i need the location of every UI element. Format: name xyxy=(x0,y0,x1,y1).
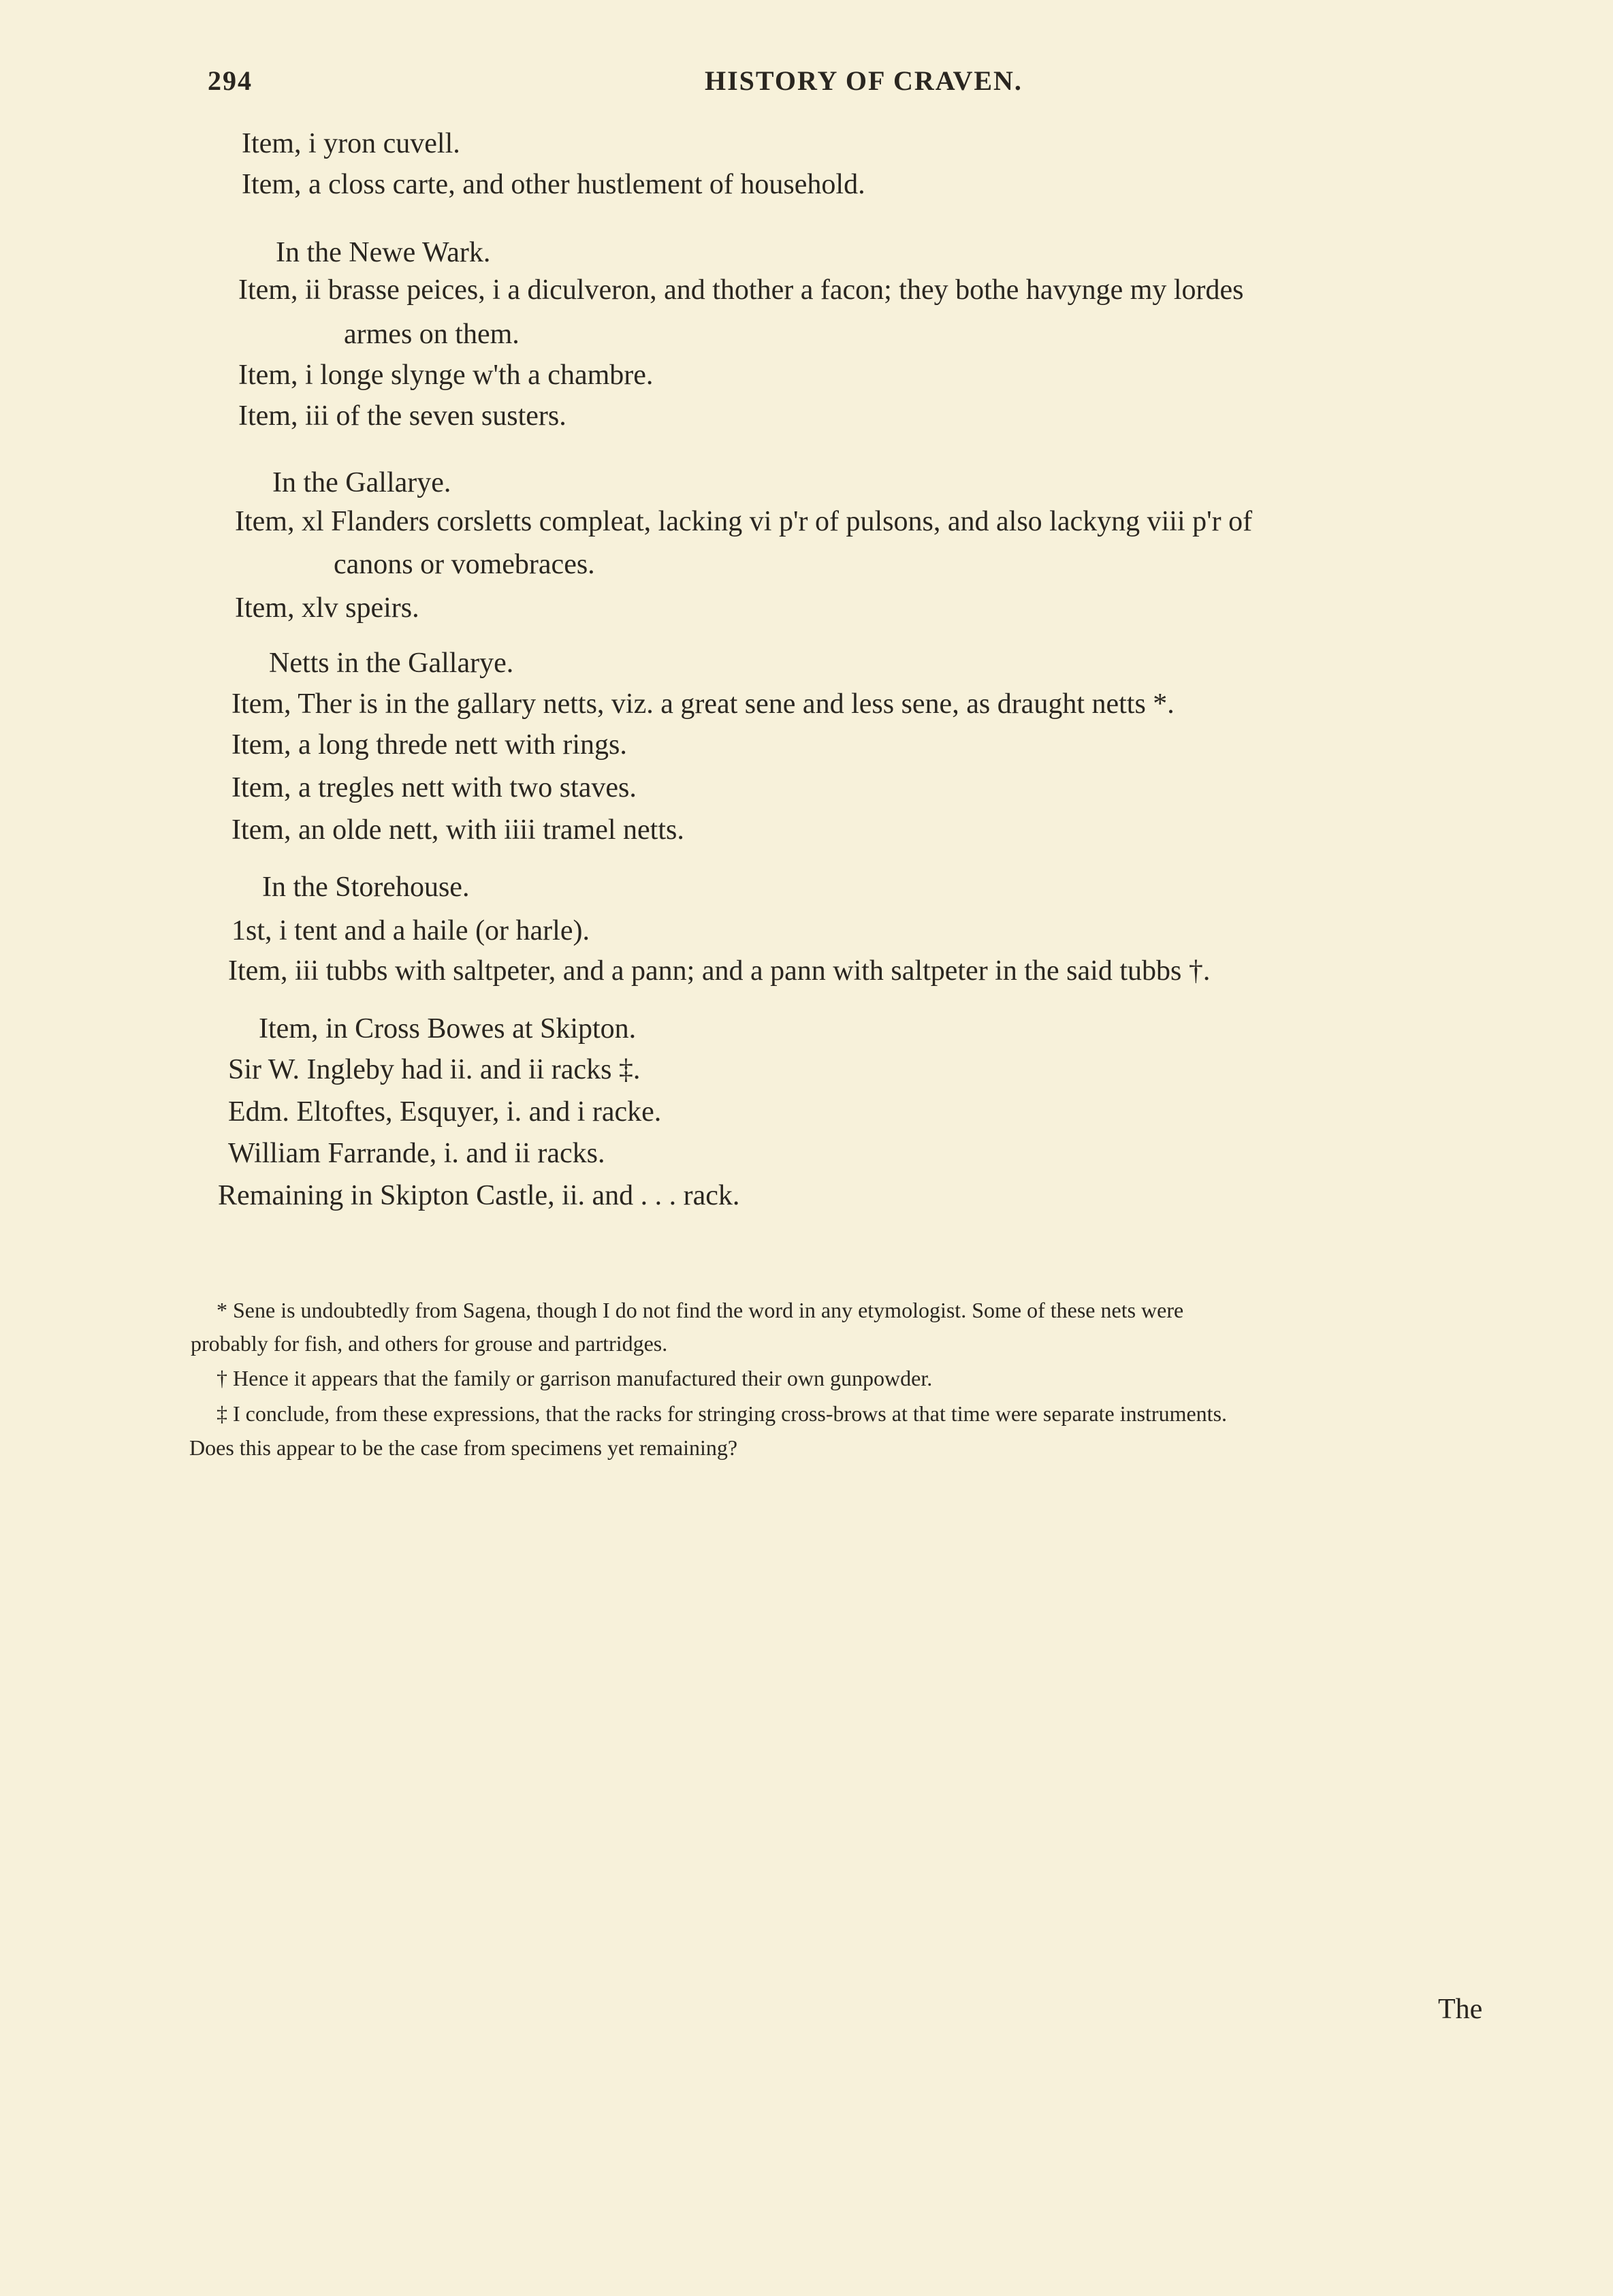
footnote-line: * Sene is undoubtedly from Sagena, though I do not find the word in any etymologist. Some of these nets were xyxy=(217,1298,1184,1322)
inventory-line: Item, iii of the seven susters. xyxy=(238,400,566,432)
inventory-line: Item, xl Flanders corsletts compleat, lacking vi p'r of pulsons, and also lackyng viii p'r of xyxy=(235,506,1253,537)
inventory-line: 1st, i tent and a haile (or harle). xyxy=(231,915,590,946)
inventory-line: Item, a tregles nett with two staves. xyxy=(231,772,637,803)
inventory-line: Item, Ther is in the gallary netts, viz. a great sene and less sene, as draught netts *. xyxy=(231,688,1175,720)
inventory-line: Remaining in Skipton Castle, ii. and . . . rack. xyxy=(218,1180,740,1211)
inventory-line-continued: canons or vomebraces. xyxy=(334,549,595,580)
inventory-line: Item, i yron cuvell. xyxy=(242,128,460,159)
section-heading: In the Newe Wark. xyxy=(276,237,491,268)
inventory-line: Sir W. Ingleby had ii. and ii racks ‡. xyxy=(228,1054,641,1085)
inventory-line: Item, a long threde nett with rings. xyxy=(231,729,627,761)
running-head: HISTORY OF CRAVEN. xyxy=(705,65,1023,96)
inventory-line: Item, i longe slynge w'th a chambre. xyxy=(238,360,654,391)
section-heading: In the Gallarye. xyxy=(272,467,451,498)
inventory-line: William Farrande, i. and ii racks. xyxy=(228,1138,605,1169)
section-heading: Netts in the Gallarye. xyxy=(269,648,514,679)
inventory-line: Item, a closs carte, and other hustlement of household. xyxy=(242,169,865,200)
inventory-line: Edm. Eltoftes, Esquyer, i. and i racke. xyxy=(228,1096,662,1128)
footnote-line: probably for fish, and others for grouse and partridges. xyxy=(191,1331,668,1356)
section-heading: Item, in Cross Bowes at Skipton. xyxy=(259,1013,637,1045)
catchword: The xyxy=(1438,1994,1483,2025)
footnote-line: Does this appear to be the case from specimens yet remaining? xyxy=(189,1435,738,1460)
inventory-line-continued: armes on them. xyxy=(344,319,520,350)
inventory-line: Item, ii brasse peices, i a diculveron, and thother a facon; they bothe havynge my lordes xyxy=(238,274,1244,306)
page-number: 294 xyxy=(208,65,253,96)
inventory-line: Item, iii tubbs with saltpeter, and a pann; and a pann with saltpeter in the said tubbs †. xyxy=(228,955,1211,987)
inventory-line: Item, xlv speirs. xyxy=(235,592,419,624)
footnote-line: ‡ I conclude, from these expressions, that the racks for stringing cross-brows at that time were separate instruments. xyxy=(217,1401,1228,1426)
footnote-line: † Hence it appears that the family or garrison manufactured their own gunpowder. xyxy=(217,1366,933,1390)
inventory-line: Item, an olde nett, with iiii tramel netts. xyxy=(231,814,684,846)
section-heading: In the Storehouse. xyxy=(262,872,470,903)
